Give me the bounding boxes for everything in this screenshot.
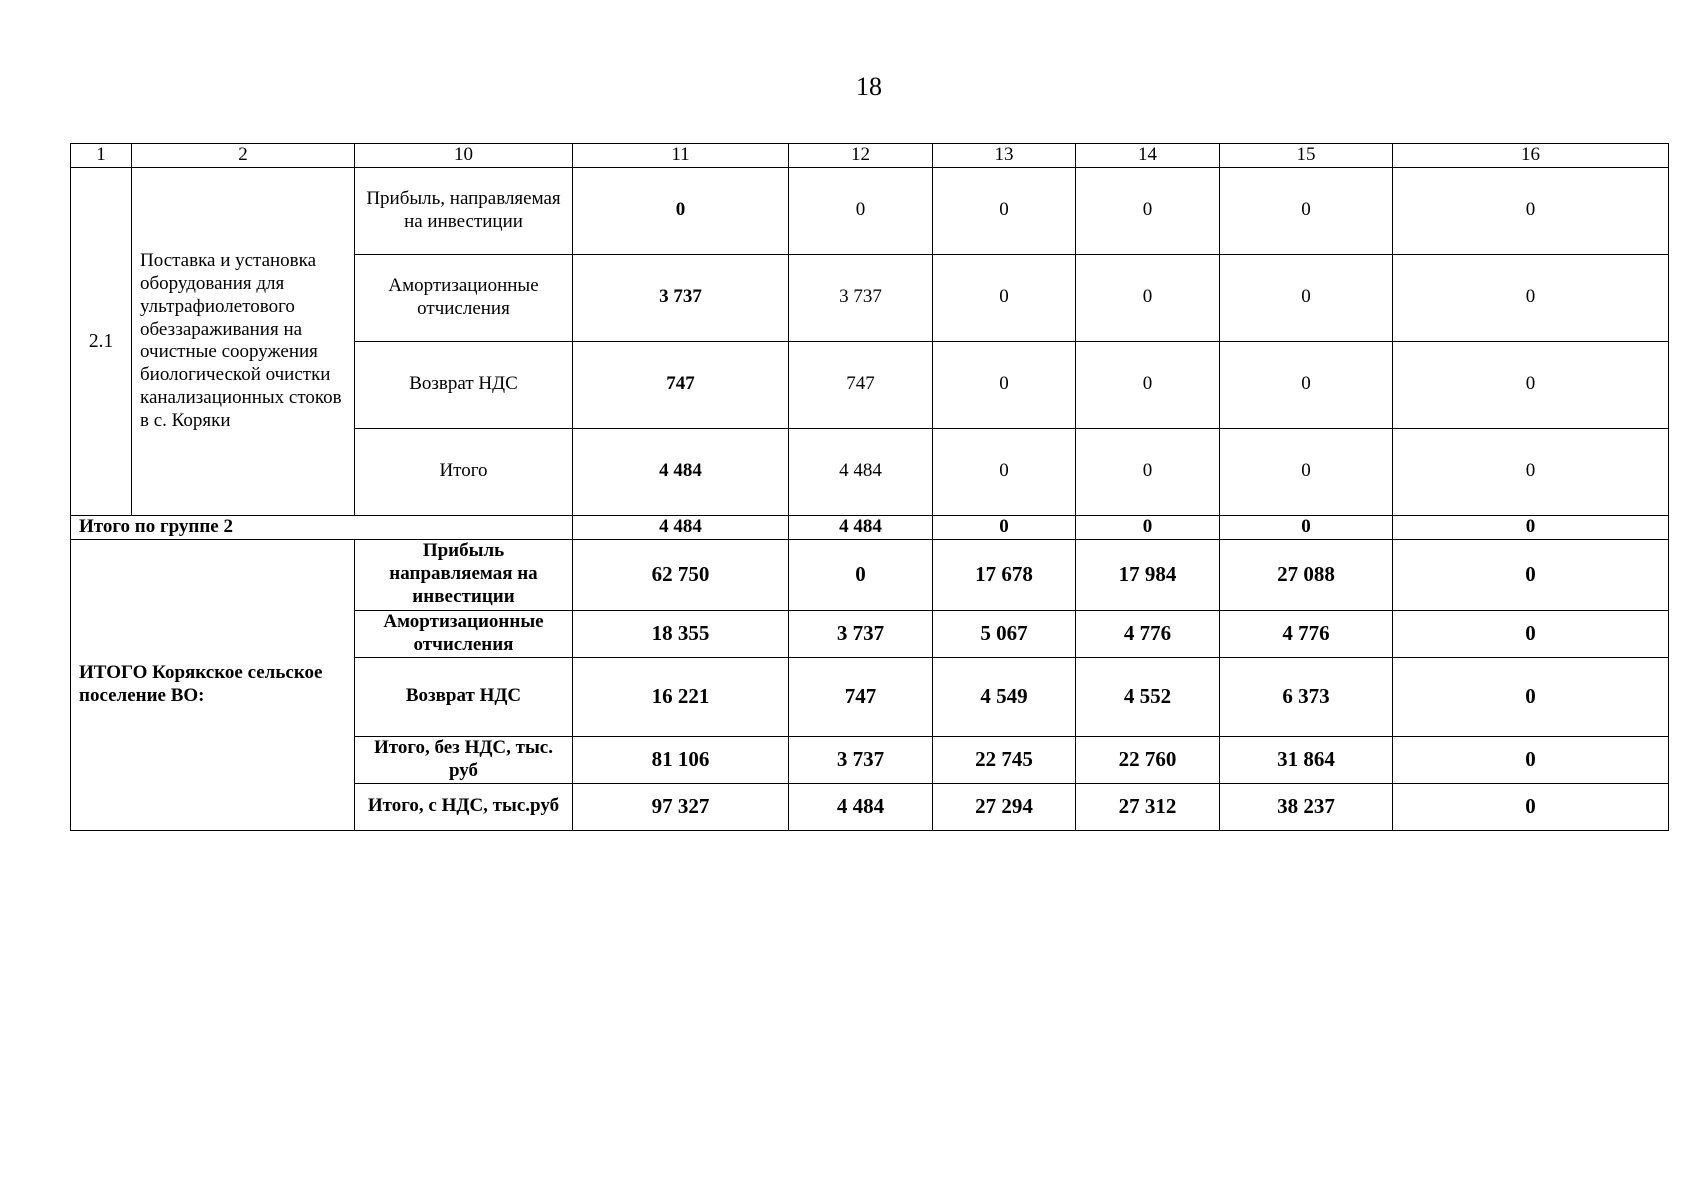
cell-value: 0: [1393, 657, 1669, 736]
cell-value: 0: [1220, 341, 1393, 428]
cell-value: 0: [789, 539, 933, 610]
row-label: Итого, без НДС, тыс. руб: [355, 736, 573, 783]
cell-value: 0: [933, 515, 1076, 539]
cell-value: 3 737: [789, 610, 933, 657]
column-header: 14: [1076, 144, 1220, 168]
column-header: 12: [789, 144, 933, 168]
cell-value: 0: [1393, 539, 1669, 610]
cell-value: 4 484: [789, 783, 933, 830]
cell-value: 4 776: [1076, 610, 1220, 657]
cell-value: 0: [573, 167, 789, 254]
cell-value: 0: [1393, 783, 1669, 830]
column-header: 11: [573, 144, 789, 168]
grand-total-label: ИТОГО Корякское сельское поселение ВО:: [71, 539, 355, 830]
column-header: 2: [132, 144, 355, 168]
cell-value: 0: [1076, 341, 1220, 428]
row-label: Итого: [355, 428, 573, 515]
cell-value: 0: [933, 254, 1076, 341]
cell-value: 27 294: [933, 783, 1076, 830]
cell-value: 97 327: [573, 783, 789, 830]
row-label: Возврат НДС: [355, 657, 573, 736]
cell-value: 0: [1220, 167, 1393, 254]
cell-value: 0: [1076, 254, 1220, 341]
cell-value: 0: [1393, 428, 1669, 515]
column-header: 16: [1393, 144, 1669, 168]
row-label: Амортизационные отчисления: [355, 254, 573, 341]
column-header: 10: [355, 144, 573, 168]
cell-value: 18 355: [573, 610, 789, 657]
cell-value: 17 984: [1076, 539, 1220, 610]
cell-value: 31 864: [1220, 736, 1393, 783]
cell-value: 0: [1393, 254, 1669, 341]
table-row: [71, 167, 1669, 254]
cell-value: 4 484: [573, 428, 789, 515]
cell-value: 0: [1076, 428, 1220, 515]
cell-value: 4 552: [1076, 657, 1220, 736]
row-label: Возврат НДС: [355, 341, 573, 428]
group-total-label: Итого по группе 2: [71, 515, 573, 539]
column-header: 13: [933, 144, 1076, 168]
cell-value: 22 760: [1076, 736, 1220, 783]
cell-value: 4 776: [1220, 610, 1393, 657]
cell-value: 5 067: [933, 610, 1076, 657]
project-number: 2.1: [71, 167, 132, 515]
cell-value: 4 484: [789, 428, 933, 515]
cell-value: 17 678: [933, 539, 1076, 610]
cell-value: 0: [1393, 341, 1669, 428]
column-header-row: [71, 144, 1669, 168]
cell-value: 27 312: [1076, 783, 1220, 830]
cell-value: 4 484: [573, 515, 789, 539]
cell-value: 3 737: [573, 254, 789, 341]
cell-value: 38 237: [1220, 783, 1393, 830]
investment-table: [70, 143, 1669, 831]
row-label: Прибыль, направляемая на инвестиции: [355, 167, 573, 254]
cell-value: 0: [933, 341, 1076, 428]
cell-value: 3 737: [789, 736, 933, 783]
row-label: Итого, с НДС, тыс.руб: [355, 783, 573, 830]
group-total-row: [71, 515, 1669, 539]
cell-value: 22 745: [933, 736, 1076, 783]
cell-value: 0: [1220, 515, 1393, 539]
row-label: Амортизационные отчисления: [355, 610, 573, 657]
cell-value: 0: [1393, 167, 1669, 254]
row-label: Прибыль направляемая на инвестиции: [355, 539, 573, 610]
cell-value: 0: [789, 167, 933, 254]
cell-value: 81 106: [573, 736, 789, 783]
cell-value: 0: [1393, 736, 1669, 783]
cell-value: 0: [1076, 167, 1220, 254]
cell-value: 747: [789, 657, 933, 736]
cell-value: 6 373: [1220, 657, 1393, 736]
cell-value: 62 750: [573, 539, 789, 610]
cell-value: 0: [1393, 610, 1669, 657]
column-header: 15: [1220, 144, 1393, 168]
cell-value: 0: [1393, 515, 1669, 539]
cell-value: 4 549: [933, 657, 1076, 736]
cell-value: 16 221: [573, 657, 789, 736]
cell-value: 27 088: [1220, 539, 1393, 610]
cell-value: 0: [933, 167, 1076, 254]
cell-value: 0: [1220, 428, 1393, 515]
project-description: Поставка и установка оборудования для ультрафиолетового обеззараживания на очистные сооружения биологической очистки канализационных стоков в с. Коряки: [132, 167, 355, 515]
cell-value: 0: [1220, 254, 1393, 341]
cell-value: 747: [573, 341, 789, 428]
page-number: 18: [856, 72, 882, 101]
cell-value: 0: [933, 428, 1076, 515]
cell-value: 4 484: [789, 515, 933, 539]
column-header: 1: [71, 144, 132, 168]
grand-total-row: [71, 539, 1669, 610]
cell-value: 3 737: [789, 254, 933, 341]
cell-value: 0: [1076, 515, 1220, 539]
cell-value: 747: [789, 341, 933, 428]
